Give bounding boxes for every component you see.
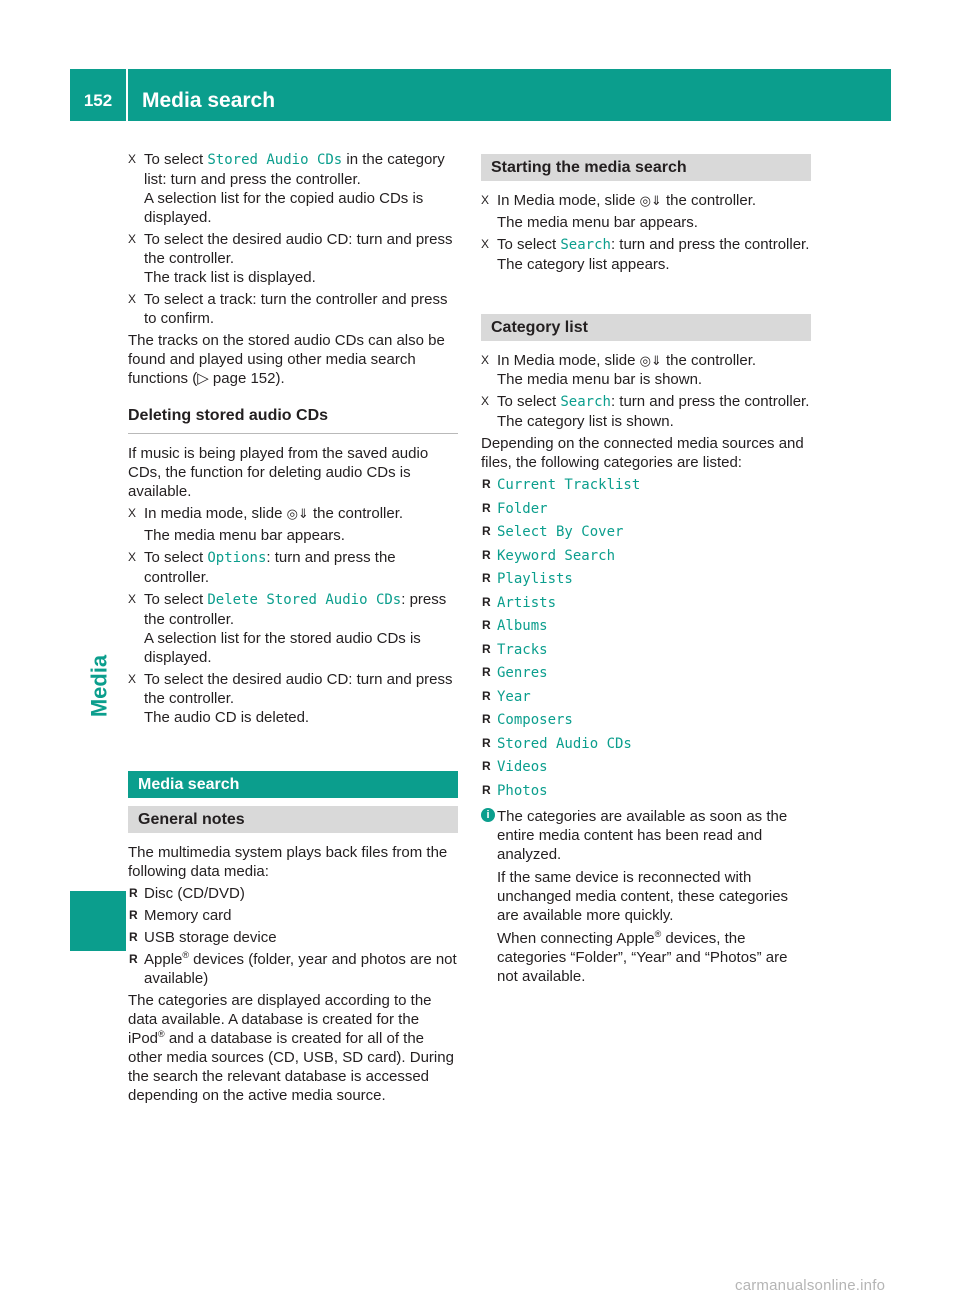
deleting-heading: Deleting stored audio CDs [128, 406, 458, 434]
watermark: carmanualsonline.info [735, 1277, 886, 1294]
info-paragraph: If the same device is reconnected with unchanged media content, these categories are available more quickly. [497, 868, 789, 924]
category-list-bar: Category list [481, 314, 811, 341]
info-paragraph: The categories are available as soon as the entire media content has been read and analyzed. [497, 807, 788, 863]
step-select-delete: X To select Delete Stored Audio CDs: press the controller. A selection list for the stored audio CDs is displayed. [128, 591, 447, 666]
step-arrow-icon: X [128, 506, 137, 520]
list-item: R USB storage device [129, 929, 277, 946]
controller-slide-icon: ◎⇓ [639, 193, 662, 208]
section-label: Media [86, 654, 112, 718]
step-slide-controller: X In Media mode, slide ◎⇓ the controller. [481, 192, 757, 209]
tracks-paragraph: The tracks on the stored audio CDs can also be found and played using other media search functions (▷ page 152). [128, 332, 445, 387]
info-icon: i [481, 808, 495, 822]
step-slide-controller: X In media mode, slide ◎⇓ the controller. [128, 505, 404, 522]
general-notes-bar: General notes [128, 806, 458, 833]
step-result: The media menu bar appears. [497, 214, 698, 231]
page-header [70, 69, 891, 121]
list-item: R Year [482, 688, 531, 705]
list-item: R Apple® devices (folder, year and photos are not available) [129, 950, 457, 987]
list-item: R Folder [482, 500, 548, 517]
controller-slide-icon: ◎⇓ [639, 353, 662, 368]
category-list [481, 475, 811, 801]
media-search-bar: Media search [128, 771, 458, 798]
step-select-options: X To select Options: turn and press the controller. [128, 549, 396, 586]
page-ref-icon: ▷ [197, 370, 209, 387]
list-item: R Genres [482, 665, 548, 681]
menu-term: Options [207, 550, 267, 566]
depending-paragraph: Depending on the connected media sources and files, the following categories are listed: [481, 435, 804, 471]
list-item: R Videos [482, 759, 548, 775]
step-select-stored-cds: X To select Stored Audio CDs in the category list: turn and press the controller. A selection list for the copied audio CDs is displayed. [128, 151, 445, 226]
deleting-intro: If music is being played from the saved audio CDs, the function for deleting audio CDs is available. [128, 445, 429, 500]
list-item: R Artists [482, 594, 557, 611]
menu-term: Search [560, 394, 611, 410]
info-note [481, 807, 811, 986]
step-arrow-icon: X [128, 152, 137, 166]
step-arrow-icon: X [128, 672, 137, 686]
menu-term: Delete Stored Audio CDs [207, 592, 402, 608]
step-arrow-icon: X [481, 394, 490, 408]
step-arrow-icon: X [481, 353, 490, 367]
step-arrow-icon: X [128, 592, 137, 606]
step-slide-controller: X In Media mode, slide ◎⇓ the controller. The media menu bar is shown. [481, 352, 757, 388]
list-item: R Keyword Search [482, 547, 616, 564]
step-arrow-icon: X [128, 550, 137, 564]
section-marker [70, 891, 126, 951]
media-list [128, 884, 458, 988]
page-title: Media search [142, 89, 276, 112]
right-column [481, 150, 811, 990]
controller-slide-icon: ◎⇓ [286, 506, 309, 521]
step-select-search: X To select Search: turn and press the controller. The category list is shown. [481, 393, 810, 430]
header-divider [126, 69, 128, 121]
step-select-search: X To select Search: turn and press the controller. The category list appears. [481, 236, 810, 273]
step-select-track: X To select a track: turn the controller and press to confirm. [128, 291, 448, 327]
step-select-audio-cd: X To select the desired audio CD: turn and press the controller. The track list is displayed. [128, 231, 453, 286]
menu-term: Stored Audio CDs [207, 152, 343, 168]
categories-paragraph: The categories are displayed according to the data available. A database is created for the iPod® and a database is created for all of the other media sources (CD, USB, SD card). During the search the relevant database is accessed depending on the active media source. [128, 992, 454, 1104]
list-item: R Albums [482, 618, 548, 634]
step-result: The media menu bar appears. [144, 527, 345, 544]
list-item: R Tracks [482, 641, 548, 658]
left-column [128, 150, 458, 1108]
menu-term: Search [560, 237, 611, 253]
step-arrow-icon: X [481, 237, 490, 251]
list-item: R Memory card [129, 907, 232, 924]
page-number: 152 [83, 91, 113, 110]
list-item: R Playlists [482, 571, 573, 587]
starting-search-bar: Starting the media search [481, 154, 811, 181]
list-item: R Select By Cover [482, 524, 624, 540]
general-intro: The multimedia system plays back files from the following data media: [128, 844, 448, 880]
step-arrow-icon: X [481, 193, 490, 207]
step-arrow-icon: X [128, 292, 137, 306]
info-paragraph: When connecting Apple® devices, the categories “Folder”, “Year” and “Photos” are not available. [497, 928, 788, 985]
section-sidebar [70, 121, 126, 1251]
step-delete-cd: X To select the desired audio CD: turn and press the controller. The audio CD is deleted. [128, 671, 453, 726]
list-item: R Photos [482, 782, 548, 799]
step-arrow-icon: X [128, 232, 137, 246]
list-item: R Current Tracklist [482, 477, 641, 493]
list-item: R Stored Audio CDs [482, 735, 632, 752]
list-item: R Composers [482, 712, 573, 728]
list-item: R Disc (CD/DVD) [129, 885, 245, 902]
